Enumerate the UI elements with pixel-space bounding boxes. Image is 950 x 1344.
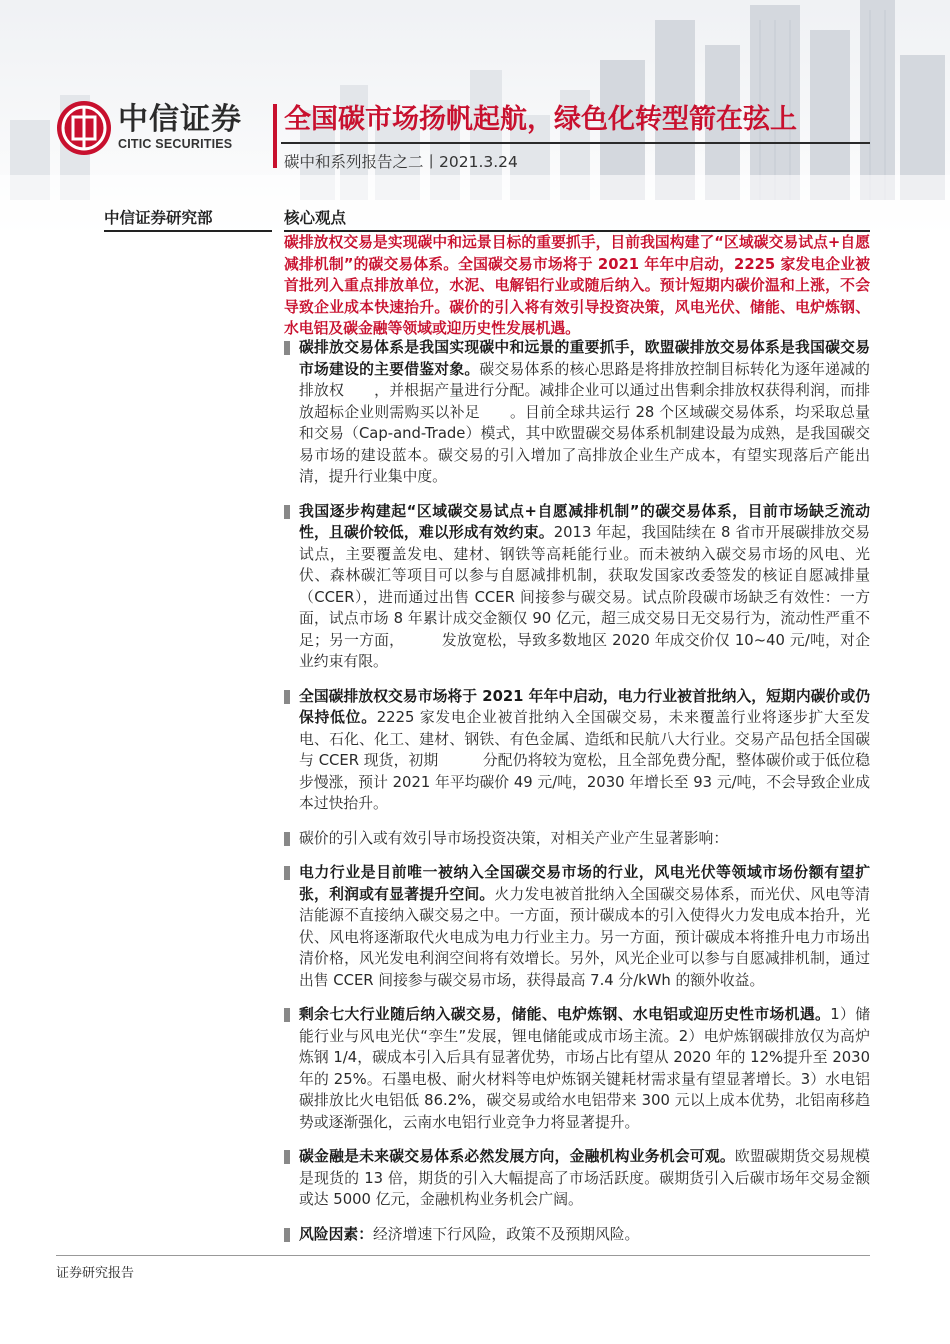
report-title: 全国碳市场扬帆起航，绿色化转型箭在弦上 bbox=[284, 104, 797, 135]
key-point-heading: 风险因素： bbox=[299, 1225, 373, 1243]
key-point bbox=[284, 1146, 870, 1211]
key-points-list bbox=[284, 337, 900, 1258]
key-point bbox=[284, 862, 870, 991]
key-point-body: 火力发电被首批纳入全国碳交易体系，而光伏、风电等清洁能源不直接纳入碳交易之中。一方面，预计碳成本的引入使得火力发电成本抬升，光伏、风电将逐渐取代火电成为电力行业主力。另一方面，预计碳成本将推升电力市场出清价格，风光发电利润空间将有效增长。另外，风光企业可以参与自愿减排机制，通过出售 CCER 间接参与碳交易市场，获得最高 7.4 分/kWh 的额外收益。 bbox=[299, 885, 870, 989]
citic-logo bbox=[56, 98, 281, 158]
key-point-body: 欧盟碳期货交易规模是现货的 13 倍，期货的引入大幅提高了市场活跃度。碳期货引入后碳市场年交易金额或达 5000 亿元，金融机构业务机会广阔。 bbox=[299, 1148, 870, 1208]
bullet-marker-icon bbox=[284, 505, 290, 519]
bullet-marker-icon bbox=[284, 1150, 290, 1164]
bullet-marker-icon bbox=[284, 1008, 290, 1022]
key-point bbox=[284, 1004, 870, 1133]
key-summary: 碳排放权交易是实现碳中和远景目标的重要抓手，目前我国构建了“区域碳交易试点+自愿减排机制”的碳交易体系。全国碳交易市场将于 2021 年年中启动，2225 家发电企业被首批列入重点排放单位，水泥、电解铝行业或随后纳入。预计短期内碳价温和上涨，不会导致企业成本快速抬升。碳价的引入将有效引导投资决策，风电光伏、储能、电炉炼钢、水电铝及碳金融等领域或迎历史性发展机遇。 bbox=[284, 234, 870, 337]
footer-label: 证券研究报告 bbox=[56, 1266, 135, 1281]
key-point-body: 经济增速下行风险，政策不及预期风险。 bbox=[373, 1225, 640, 1243]
key-point bbox=[284, 828, 870, 850]
key-point-heading: 我国逐步构建起“区域碳交易试点+自愿减排机制”的碳交易体系，目前市场缺乏流动性，且碳价较低，难以形成有效约束。 bbox=[299, 502, 870, 541]
bullet-marker-icon bbox=[284, 1228, 290, 1242]
header-divider bbox=[273, 104, 277, 168]
key-point-body: 2013 年起，我国陆续在 8 省市开展碳排放交易试点，主要覆盖发电、建材、钢铁等高耗能行业。而未被纳入碳交易市场的风电、光伏、森林碳汇等项目可以参与自愿减排机制，获取发国家改委签发的核证自愿减排量（CCER），进而通过出售 CCER 间接参与碳交易。试点阶段碳市场缺乏有效性：一方面，试点市场 8 年累计成交金额仅 90 亿元，超三成交易日无交易行为，流动性严重不足；另一方面， 发放宽松，导致多数地区 2020 年成交价仅 10~40 元/吨，对企业约束有限。 bbox=[299, 524, 870, 670]
key-point-heading: 碳排放交易体系是我国实现碳中和远景的重要抓手，欧盟碳排放交易体系是我国碳交易市场建设的主要借鉴对象。 bbox=[299, 339, 870, 378]
key-point bbox=[284, 337, 900, 488]
bullet-marker-icon bbox=[284, 690, 290, 704]
research-department: 中信证券研究部 bbox=[104, 209, 213, 227]
report-subtitle: 碳中和系列报告之二丨2021.3.24 bbox=[284, 153, 518, 171]
citic-emblem-icon bbox=[56, 100, 112, 156]
logo-cn-text: 中信证券 bbox=[118, 102, 242, 137]
logo-en-text: CITIC SECURITIES bbox=[118, 137, 233, 151]
bullet-marker-icon bbox=[284, 341, 290, 355]
bullet-marker-icon bbox=[284, 832, 290, 846]
key-point-body: 2225 家发电企业被首批纳入全国碳交易，未来覆盖行业将逐步扩大至发电、石化、化工、建材、钢铁、有色金属、造纸和民航八大行业。交易产品包括全国碳 与 CCER 现货，初期 分配仍将较为宽松，且全部免费分配，整体碳价或于低位稳步慢涨，预计 2021 年平均碳价 49 元/吨，2030 年增长至 93 元/吨，不会导致企业成本过快抬升。 bbox=[299, 709, 900, 812]
key-point-heading: 全国碳排放权交易市场将于 2021 年年中启动，电力行业被首批纳入，短期内碳价或仍保持低位。 bbox=[299, 687, 870, 726]
key-point bbox=[284, 686, 900, 815]
key-point bbox=[284, 501, 870, 673]
key-point-body: 1）储能行业与风电光伏“孪生”发展，锂电储能或成市场主流。2）电炉炼钢碳排放仅为高炉炼钢 1/4，碳成本引入后具有显著优势，市场占比有望从 2020 年的 12%提升至 2030 年的 25%。石墨电极、耐火材料等电炉炼钢关键耗材需求量有望显著增长。3）水电铝碳排放比火电铝低 86.2%，碳交易或给水电铝带来 300 元以上成本优势，北铝南移趋势或逐渐强化，云南水电铝行业竞争力将显著提升。 bbox=[299, 1006, 870, 1131]
key-point-heading: 碳金融是未来碳交易体系必然发展方向，金融机构业务机会可观。 bbox=[299, 1148, 735, 1165]
title-rule bbox=[281, 142, 870, 144]
key-point-body: 碳价的引入或有效引导市场投资决策，对相关产业产生显著影响： bbox=[299, 829, 729, 847]
key-point bbox=[284, 1224, 870, 1246]
key-point-heading: 剩余七大行业随后纳入碳交易，储能、电炉炼钢、水电铝或迎历史性市场机遇。 bbox=[299, 1006, 831, 1023]
key-point-heading: 电力行业是目前唯一被纳入全国碳交易市场的行业，风电光伏等领域市场份额有望扩张，利润或有显著提升空间。 bbox=[299, 864, 870, 903]
bullet-marker-icon bbox=[284, 866, 290, 880]
key-point-body: 碳交易体系的核心思路是将排放控制目标转化为逐年递减的排放权 ，并根据产量进行分配。减排企业可以通过出售剩余排放权获得利润，而排放超标企业则需购买以补足 。目前全球共运行 28 个区域碳交易体系，均采取总量 和交易（Cap-and-Trade）模式，其中欧盟碳交易体系机制建设最为成熟，是我国碳交易市场的建设蓝本。碳交易的引入增加了高排放企业生产成本，有望实现落后产能出清，提升行业集中度。 bbox=[299, 360, 900, 485]
department-rule bbox=[104, 230, 272, 232]
section-title: 核心观点 bbox=[284, 209, 347, 227]
